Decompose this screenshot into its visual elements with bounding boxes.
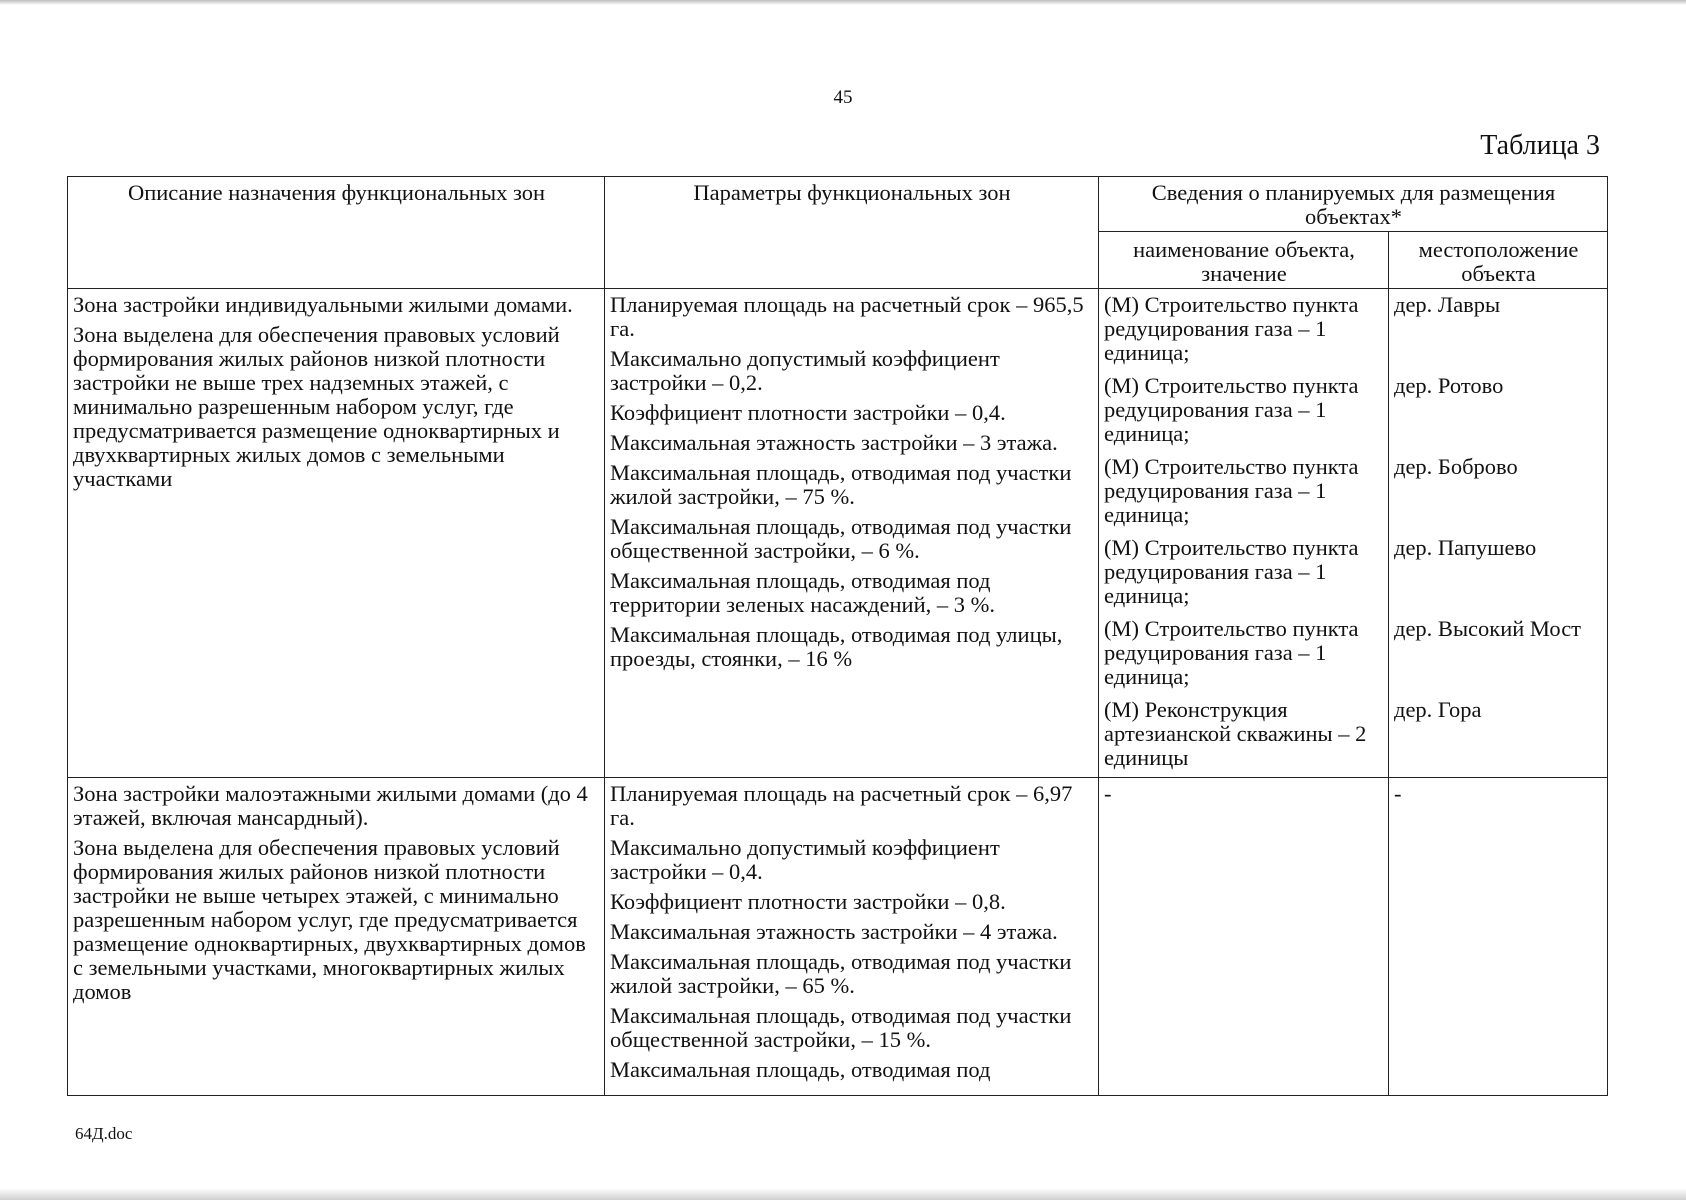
parameter-item: Максимальная этажность застройки – 3 этажа.	[610, 430, 1058, 455]
page-number: 45	[833, 87, 853, 108]
zone-description-cell	[68, 289, 605, 778]
table-row	[68, 778, 1608, 1096]
planned-object: (М) Реконструкция артезианской скважины – 2 единицы	[1104, 697, 1367, 770]
object-location-cell	[1389, 289, 1608, 778]
object-location: дер. Высокий Мост	[1394, 616, 1582, 641]
object-location: дер. Ротово	[1394, 373, 1504, 398]
zone-parameters-cell	[605, 778, 1099, 1096]
planned-object: (М) Строительство пункта редуцирования газа – 1 единица;	[1104, 373, 1359, 446]
parameter-item: Коэффициент плотности застройки – 0,4.	[610, 400, 1006, 425]
scan-edge-bottom	[0, 1188, 1686, 1200]
header-description: Описание назначения функциональных зон	[68, 177, 605, 289]
zone-purpose: Зона выделена для обеспечения правовых условий формирования жилых районов низкой плотности застройки не выше трех надземных этажей, с минимально разрешенным набором услуг, где предусматривается размещение одноквартирных и двухквартирных жилых домов с земельными участками	[73, 322, 560, 491]
scan-edge-top	[0, 0, 1686, 5]
object-location: дер. Папушево	[1394, 535, 1537, 560]
header-parameters: Параметры функциональных зон	[605, 177, 1099, 289]
parameter-item: Максимально допустимый коэффициент застройки – 0,4.	[610, 835, 1000, 884]
table-header-row	[68, 177, 1608, 232]
parameter-item: Максимальная площадь, отводимая под	[610, 1057, 991, 1082]
planned-object: (М) Строительство пункта редуцирования газа – 1 единица;	[1104, 535, 1359, 608]
object-name-cell	[1099, 289, 1389, 778]
header-object-location: местоположение объекта	[1389, 232, 1608, 289]
parameter-item: Максимальная площадь, отводимая под участки жилой застройки, – 65 %.	[610, 949, 1072, 998]
parameter-item: Максимальная площадь, отводимая под участки общественной застройки, – 6 %.	[610, 514, 1072, 563]
parameter-item: Максимальная площадь, отводимая под участки жилой застройки, – 75 %.	[610, 460, 1072, 509]
object-location: дер. Боброво	[1394, 454, 1518, 479]
parameter-item: Максимальная этажность застройки – 4 этажа.	[610, 919, 1058, 944]
functional-zones-table	[67, 176, 1608, 1096]
object-location-cell	[1389, 778, 1608, 1096]
object-location: -	[1394, 781, 1402, 806]
planned-object: (М) Строительство пункта редуцирования газа – 1 единица;	[1104, 292, 1359, 365]
parameter-item: Планируемая площадь на расчетный срок – 6,97 га.	[610, 781, 1073, 830]
zone-purpose: Зона выделена для обеспечения правовых условий формирования жилых районов низкой плотности застройки не выше четырех этажей, с минимально разрешенным набором услуг, где предусматривается размещение одноквартирных, двухквартирных домов с земельными участками, многоквартирных жилых домов	[73, 835, 586, 1004]
parameter-item: Максимально допустимый коэффициент застройки – 0,2.	[610, 346, 1000, 395]
planned-object: (М) Строительство пункта редуцирования газа – 1 единица;	[1104, 616, 1359, 689]
zone-title: Зона застройки малоэтажными жилыми домами (до 4 этажей, включая мансардный).	[73, 781, 588, 830]
parameter-item: Максимальная площадь, отводимая под улицы, проезды, стоянки, – 16 %	[610, 622, 1063, 671]
parameter-item: Максимальная площадь, отводимая под участки общественной застройки, – 15 %.	[610, 1003, 1072, 1052]
table-caption: Таблица 3	[1480, 130, 1600, 161]
zone-parameters-cell	[605, 289, 1099, 778]
planned-object: (М) Строительство пункта редуцирования газа – 1 единица;	[1104, 454, 1359, 527]
object-location: дер. Гора	[1394, 697, 1482, 722]
header-object-name: наименование объекта, значение	[1099, 232, 1389, 289]
planned-object: -	[1104, 781, 1112, 806]
zone-title: Зона застройки индивидуальными жилыми домами.	[73, 292, 573, 317]
object-location: дер. Лавры	[1394, 292, 1501, 317]
footer-filename: 64Д.doc	[75, 1124, 133, 1143]
parameter-item: Максимальная площадь, отводимая под территории зеленых насаждений, – 3 %.	[610, 568, 995, 617]
zone-description-cell	[68, 778, 605, 1096]
parameter-item: Планируемая площадь на расчетный срок – 965,5 га.	[610, 292, 1084, 341]
table-row	[68, 289, 1608, 778]
object-name-cell	[1099, 778, 1389, 1096]
parameter-item: Коэффициент плотности застройки – 0,8.	[610, 889, 1006, 914]
header-planned-objects: Сведения о планируемых для размещения объектах*	[1099, 177, 1608, 232]
